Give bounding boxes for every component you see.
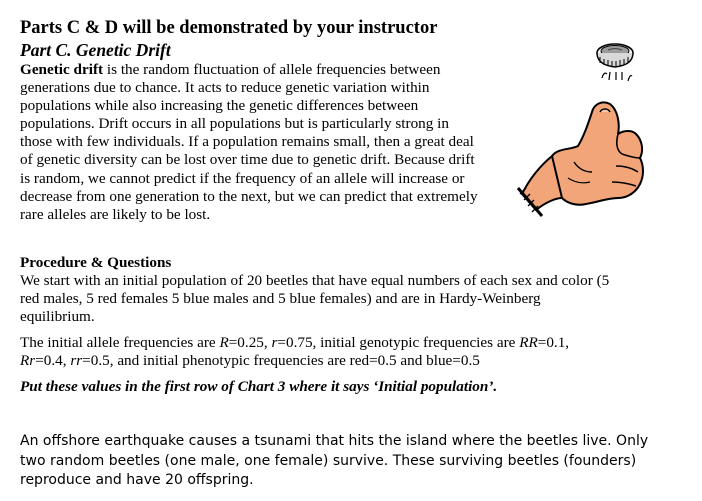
intro-line: populations. Drift occurs in all populations but is particularly strong in xyxy=(20,115,449,133)
paragraph-line: An offshore earthquake causes a tsunami that hits the island where the beetles live. Only xyxy=(20,433,649,449)
thumb-up-hand-icon xyxy=(518,102,643,216)
procedure-heading: Procedure & Questions xyxy=(20,254,172,271)
paragraph-line: red males, 5 red females 5 blue males and 5 blue females) and are in Hardy-Weinberg xyxy=(20,290,541,307)
intro-line: populations while also increasing the genetic differences between xyxy=(20,97,419,115)
intro-line: is random, we cannot predict if the frequency of an allele will increase or xyxy=(20,169,465,187)
intro-line: generations due to chance. It acts to reduce genetic variation within xyxy=(20,79,430,97)
paragraph-line: The initial allele frequencies are R=0.25, r=0.75, initial genotypic frequencies are RR=0.1, xyxy=(20,334,570,351)
initial-frequencies-paragraph xyxy=(20,334,569,370)
coin-icon xyxy=(597,44,633,67)
paragraph-line: reproduce and have 20 offspring. xyxy=(20,472,254,488)
genetic-drift-paragraph xyxy=(20,61,512,224)
intro-line: rare alleles are likely to be lost. xyxy=(20,205,211,223)
intro-line: Genetic drift is the random fluctuation of allele frequencies between xyxy=(20,61,441,78)
page-heading: Parts C & D will be demonstrated by your instructor xyxy=(20,18,438,38)
motion-lines-icon xyxy=(602,72,632,81)
initial-population-paragraph xyxy=(20,272,609,326)
paragraph-line: two random beetles (one male, one female) survive. These surviving beetles (founders) xyxy=(20,452,637,469)
chart-3-instruction: Put these values in the first row of Chart 3 where it says ‘Initial population’. xyxy=(20,378,498,395)
intro-line: of genetic diversity can be lost over time due to genetic drift. Because drift xyxy=(20,151,475,169)
tsunami-scenario-paragraph xyxy=(20,432,648,491)
coin-flip-thumb-illustration xyxy=(512,38,662,224)
paragraph-line: Rr=0.4, rr=0.5, and initial phenotypic frequencies are red=0.5 and blue=0.5 xyxy=(20,352,480,369)
paragraph-line: We start with an initial population of 20 beetles that have equal numbers of each sex and color (5 xyxy=(20,272,610,289)
intro-line: those with few individuals. If a population remains small, then a great deal xyxy=(20,133,474,151)
intro-line: decrease from one generation to the next, but we can predict that extremely xyxy=(20,187,478,205)
paragraph-line: equilibrium. xyxy=(20,308,95,325)
genetic-drift-term: Genetic drift xyxy=(20,61,104,78)
part-c-title: Part C. Genetic Drift xyxy=(20,40,171,60)
